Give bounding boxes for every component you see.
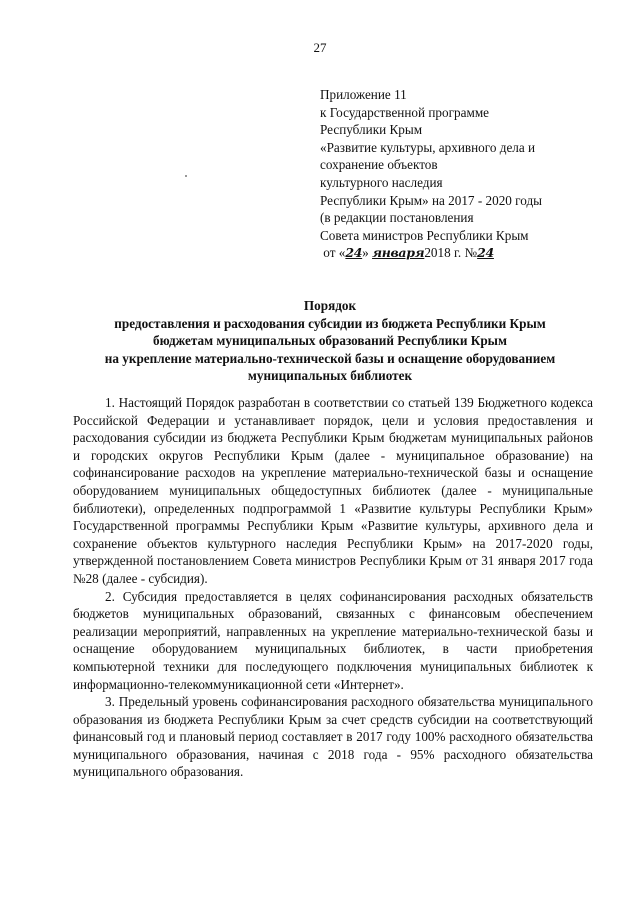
appendix-line: Республики Крым xyxy=(320,122,423,138)
date-prefix: от « xyxy=(323,245,346,261)
appendix-line: «Развитие культуры, архивного дела и xyxy=(320,139,536,155)
appendix-line: Приложение 11 xyxy=(320,87,407,102)
title-line: бюджетам муниципальных образований Республики Крым xyxy=(153,333,507,349)
appendix-line: к Государственной программе xyxy=(320,104,490,120)
handwritten-month: января xyxy=(372,245,425,261)
appendix-line: Республики Крым» на 2017 - 2020 годы xyxy=(320,192,543,208)
scan-dot xyxy=(185,175,187,177)
title-line: на укрепление материально-технической базы и оснащение оборудованием xyxy=(104,350,556,366)
title-line: предоставления и расходования субсидии из бюджета Республики Крым xyxy=(114,315,546,331)
page-number: 27 xyxy=(313,40,327,55)
appendix-line: сохранение объектов xyxy=(320,157,438,173)
appendix-line: (в редакции постановления xyxy=(320,210,474,226)
paragraph-2: 2. Субсидия предоставляется в целях софинансирования расходных обязательств бюджетов муниципальных образований, связанных с финансовым обеспечением реализации мероприятий, направленных на укрепление материально-технической базы и оснащение оборудованием муниципальных библиотек, в части приобретения компьютерной техники для последующего подключения муниципальных библиотек к информационно-телекоммуникационной сети «Интернет». xyxy=(73,588,593,692)
appendix-line: Совета министров Республики Крым xyxy=(320,227,529,243)
document-title xyxy=(40,297,620,385)
date-separator: » xyxy=(362,245,373,261)
document-body xyxy=(73,394,593,781)
appendix-header xyxy=(320,86,620,262)
appendix-date-line xyxy=(320,244,620,262)
paragraph-1: 1. Настоящий Порядок разработан в соответствии со статьей 139 Бюджетного кодекса Российской Федерации и устанавливает порядок, цели и условия предоставления и расходования субсидии из бюджета Республики Крым бюджетам муниципальных районов и городских округов Республики Крым (далее - муниципальное образование) на софинансирование расходов на укрепление материально-технической базы и оснащение оборудованием муниципальных общедоступных библиотек (далее - муниципальные библиотеки), определенных подпрограммой 1 «Развитие культуры Республики Крым» Государственной программы Республики Крым «Развитие культуры, архивного дела и сохранение объектов культурного наследия Республики Крым» на 2017-2020 годы, утвержденной постановлением Совета министров Республики Крым от 31 января 2017 года №28 (далее - субсидия). xyxy=(73,395,593,586)
date-year: 2018 г. № xyxy=(424,245,478,261)
title-line: Порядок xyxy=(303,298,357,313)
title-line: муниципальных библиотек xyxy=(247,368,413,384)
paragraph-3: 3. Предельный уровень софинансирования расходного обязательства муниципального образования из бюджета Республики Крым за счет средств субсидии на соответствующий финансовый год и плановый период составляет в 2017 году 100% расходного обязательства муниципального образования, начиная с 2018 года - 95% расходного обязательства муниципального образования. xyxy=(73,694,593,780)
handwritten-number: 24 xyxy=(477,245,494,261)
appendix-line: культурного наследия xyxy=(320,174,443,190)
handwritten-day: 24 xyxy=(345,245,363,261)
